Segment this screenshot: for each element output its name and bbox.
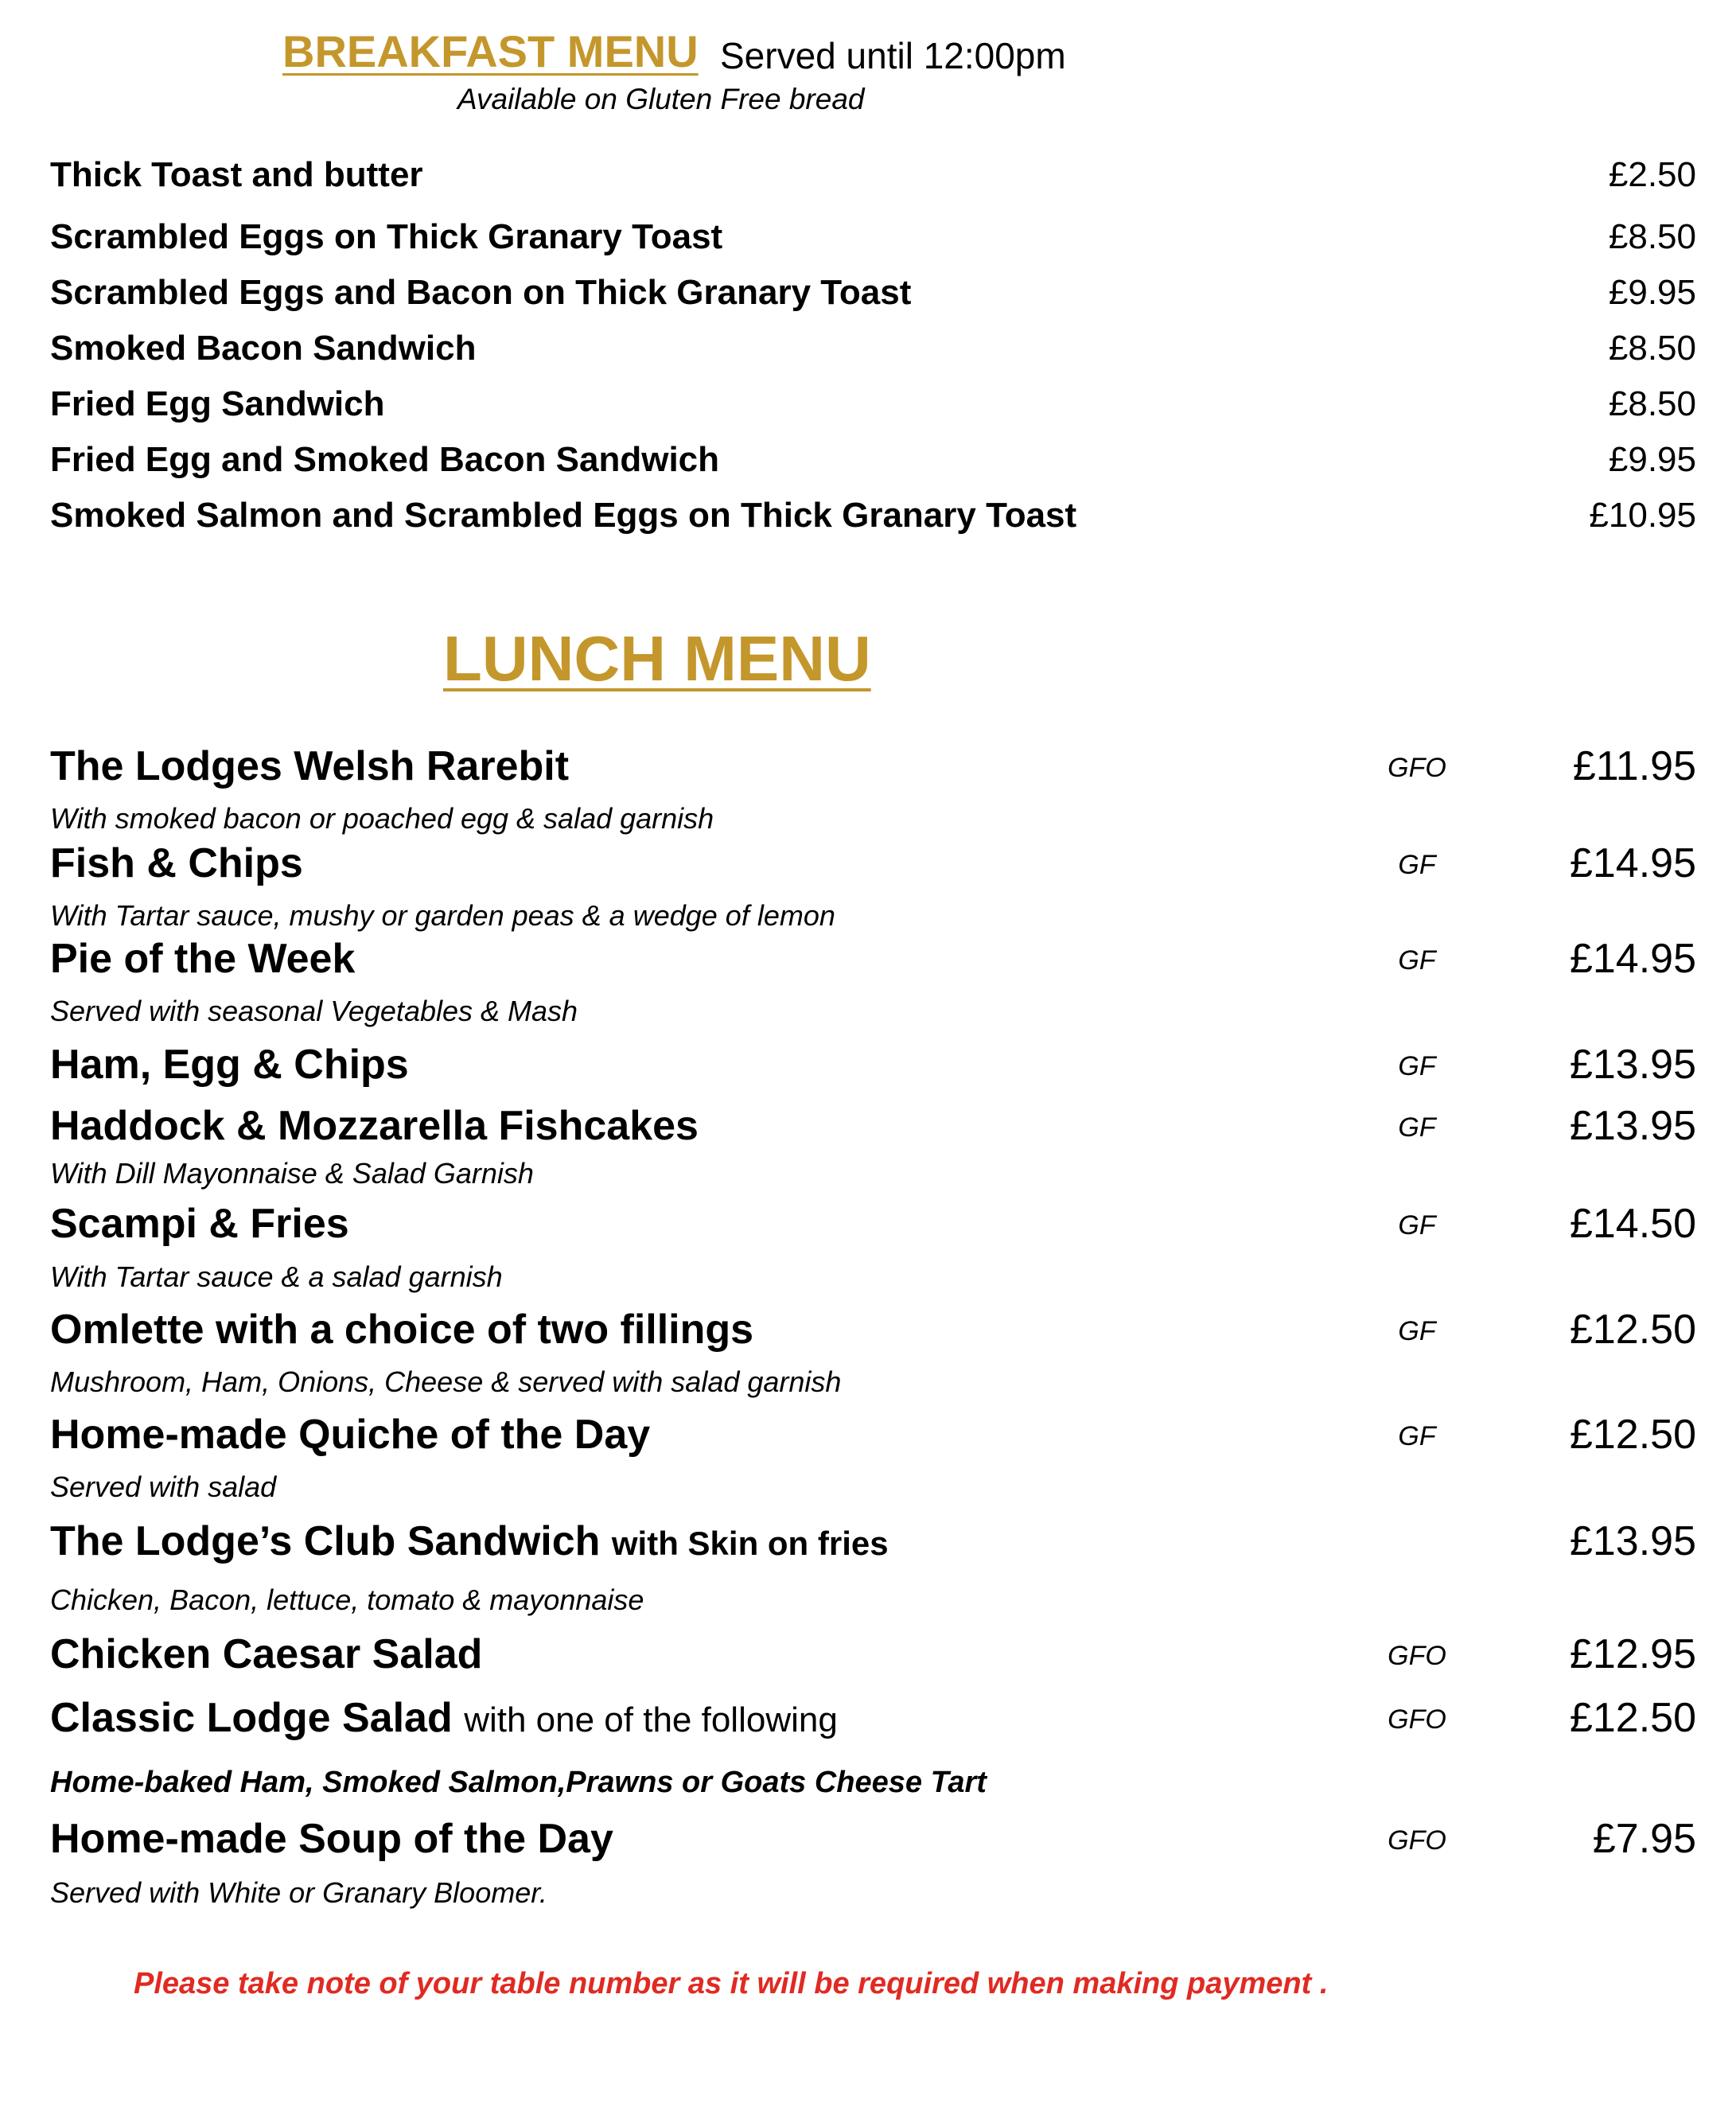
breakfast-item-price: £8.50 bbox=[1608, 384, 1696, 423]
gluten-free-badge: GFO bbox=[1388, 1704, 1446, 1735]
lunch-item-description: Home-baked Ham, Smoked Salmon,Prawns or Goats Cheese Tart bbox=[50, 1766, 987, 1799]
lunch-item-description: Served with White or Granary Bloomer. bbox=[50, 1876, 547, 1909]
lunch-item bbox=[50, 738, 1696, 794]
lunch-item bbox=[50, 1302, 1696, 1357]
breakfast-item-price: £9.95 bbox=[1608, 273, 1696, 312]
breakfast-item-price: £8.50 bbox=[1608, 329, 1696, 368]
gluten-free-badge: GF bbox=[1398, 945, 1436, 976]
gluten-free-badge: GFO bbox=[1388, 1641, 1446, 1671]
lunch-item-name bbox=[50, 1690, 838, 1748]
lunch-item-price: £11.95 bbox=[1572, 743, 1696, 789]
breakfast-item bbox=[50, 325, 1696, 372]
lunch-item-name: Fish & Chips bbox=[50, 840, 303, 886]
breakfast-item-price: £9.95 bbox=[1608, 440, 1696, 479]
gluten-free-badge: GF bbox=[1398, 1210, 1436, 1241]
lunch-item bbox=[50, 1098, 1696, 1154]
breakfast-item-name: Scrambled Eggs and Bacon on Thick Granary Toast bbox=[50, 273, 912, 312]
lunch-item-description: With Tartar sauce & a salad garnish bbox=[50, 1260, 503, 1293]
gluten-free-badge: GF bbox=[1398, 850, 1436, 880]
breakfast-item-name: Fried Egg and Smoked Bacon Sandwich bbox=[50, 440, 720, 479]
lunch-item-name: Chicken Caesar Salad bbox=[50, 1631, 483, 1677]
lunch-item-name: Ham, Egg & Chips bbox=[50, 1042, 409, 1088]
breakfast-gluten-free-note: Available on Gluten Free bread bbox=[457, 83, 865, 115]
lunch-item-name bbox=[50, 1513, 889, 1572]
lunch-item-price: £13.95 bbox=[1569, 1103, 1696, 1149]
lunch-item-title: Classic Lodge Salad bbox=[50, 1695, 453, 1741]
breakfast-item-name: Scrambled Eggs on Thick Granary Toast bbox=[50, 217, 723, 256]
lunch-item bbox=[50, 1811, 1696, 1867]
lunch-item bbox=[50, 1196, 1696, 1252]
lunch-item-name: Omlette with a choice of two fillings bbox=[50, 1307, 754, 1353]
gluten-free-badge: GF bbox=[1398, 1316, 1436, 1346]
lunch-item-name: Scampi & Fries bbox=[50, 1201, 349, 1247]
lunch-item-description: Served with salad bbox=[50, 1470, 277, 1503]
lunch-item-price: £12.50 bbox=[1569, 1695, 1696, 1741]
lunch-item-suffix: with one of the following bbox=[464, 1700, 838, 1739]
lunch-item-price: £12.50 bbox=[1569, 1412, 1696, 1458]
breakfast-item-price: £10.95 bbox=[1589, 496, 1696, 535]
breakfast-item-name: Thick Toast and butter bbox=[50, 155, 423, 194]
lunch-item-name: The Lodges Welsh Rarebit bbox=[50, 743, 570, 789]
lunch-item bbox=[50, 1513, 1696, 1569]
breakfast-item bbox=[50, 213, 1696, 261]
breakfast-served-until: Served until 12:00pm bbox=[720, 35, 1066, 76]
lunch-item bbox=[50, 1626, 1696, 1682]
breakfast-item-price: £8.50 bbox=[1608, 217, 1696, 256]
lunch-item-description: Mushroom, Ham, Onions, Cheese & served with salad garnish bbox=[50, 1365, 842, 1398]
lunch-item bbox=[50, 835, 1696, 891]
lunch-item-price: £13.95 bbox=[1569, 1518, 1696, 1564]
lunch-item-price: £14.95 bbox=[1569, 840, 1696, 886]
gluten-free-badge: GF bbox=[1398, 1421, 1436, 1451]
gluten-free-badge: GF bbox=[1398, 1051, 1436, 1081]
lunch-item-price: £13.95 bbox=[1569, 1042, 1696, 1088]
lunch-item-name: Haddock & Mozzarella Fishcakes bbox=[50, 1103, 699, 1149]
lunch-item-description: Chicken, Bacon, lettuce, tomato & mayonnaise bbox=[50, 1583, 644, 1616]
lunch-title: LUNCH MENU bbox=[443, 623, 871, 694]
breakfast-item bbox=[50, 436, 1696, 484]
lunch-item-description: With Dill Mayonnaise & Salad Garnish bbox=[50, 1157, 534, 1190]
lunch-item bbox=[50, 931, 1696, 987]
lunch-item-name: Home-made Quiche of the Day bbox=[50, 1412, 651, 1458]
breakfast-title: BREAKFAST MENU bbox=[282, 26, 699, 76]
breakfast-item bbox=[50, 269, 1696, 317]
breakfast-item-name: Smoked Salmon and Scrambled Eggs on Thick Granary Toast bbox=[50, 496, 1077, 535]
lunch-item-price: £14.50 bbox=[1569, 1201, 1696, 1247]
gluten-free-badge: GF bbox=[1398, 1112, 1436, 1143]
breakfast-item-price: £2.50 bbox=[1608, 155, 1696, 194]
lunch-item bbox=[50, 1037, 1696, 1093]
breakfast-item-name: Smoked Bacon Sandwich bbox=[50, 329, 477, 368]
lunch-item-price: £14.95 bbox=[1569, 936, 1696, 982]
lunch-item bbox=[50, 1690, 1696, 1746]
lunch-item-price: £12.95 bbox=[1569, 1631, 1696, 1677]
lunch-item-price: £7.95 bbox=[1592, 1816, 1696, 1862]
lunch-item-name: Home-made Soup of the Day bbox=[50, 1816, 613, 1862]
breakfast-item bbox=[50, 492, 1696, 539]
lunch-item-name: Pie of the Week bbox=[50, 936, 356, 982]
breakfast-item bbox=[50, 151, 1696, 199]
lunch-item-title: The Lodge’s Club Sandwich bbox=[50, 1518, 601, 1564]
breakfast-item bbox=[50, 380, 1696, 428]
gluten-free-badge: GFO bbox=[1388, 753, 1446, 783]
lunch-item-description: With Tartar sauce, mushy or garden peas & a wedge of lemon bbox=[50, 899, 835, 932]
lunch-item-description: With smoked bacon or poached egg & salad garnish bbox=[50, 802, 714, 835]
lunch-item-description: Served with seasonal Vegetables & Mash bbox=[50, 995, 578, 1027]
table-number-note: Please take note of your table number as it will be required when making payment . bbox=[134, 1967, 1329, 2000]
gluten-free-badge: GFO bbox=[1388, 1825, 1446, 1856]
lunch-item-price: £12.50 bbox=[1569, 1307, 1696, 1353]
breakfast-item-name: Fried Egg Sandwich bbox=[50, 384, 385, 423]
lunch-item bbox=[50, 1407, 1696, 1463]
lunch-item-suffix: with Skin on fries bbox=[611, 1525, 889, 1562]
